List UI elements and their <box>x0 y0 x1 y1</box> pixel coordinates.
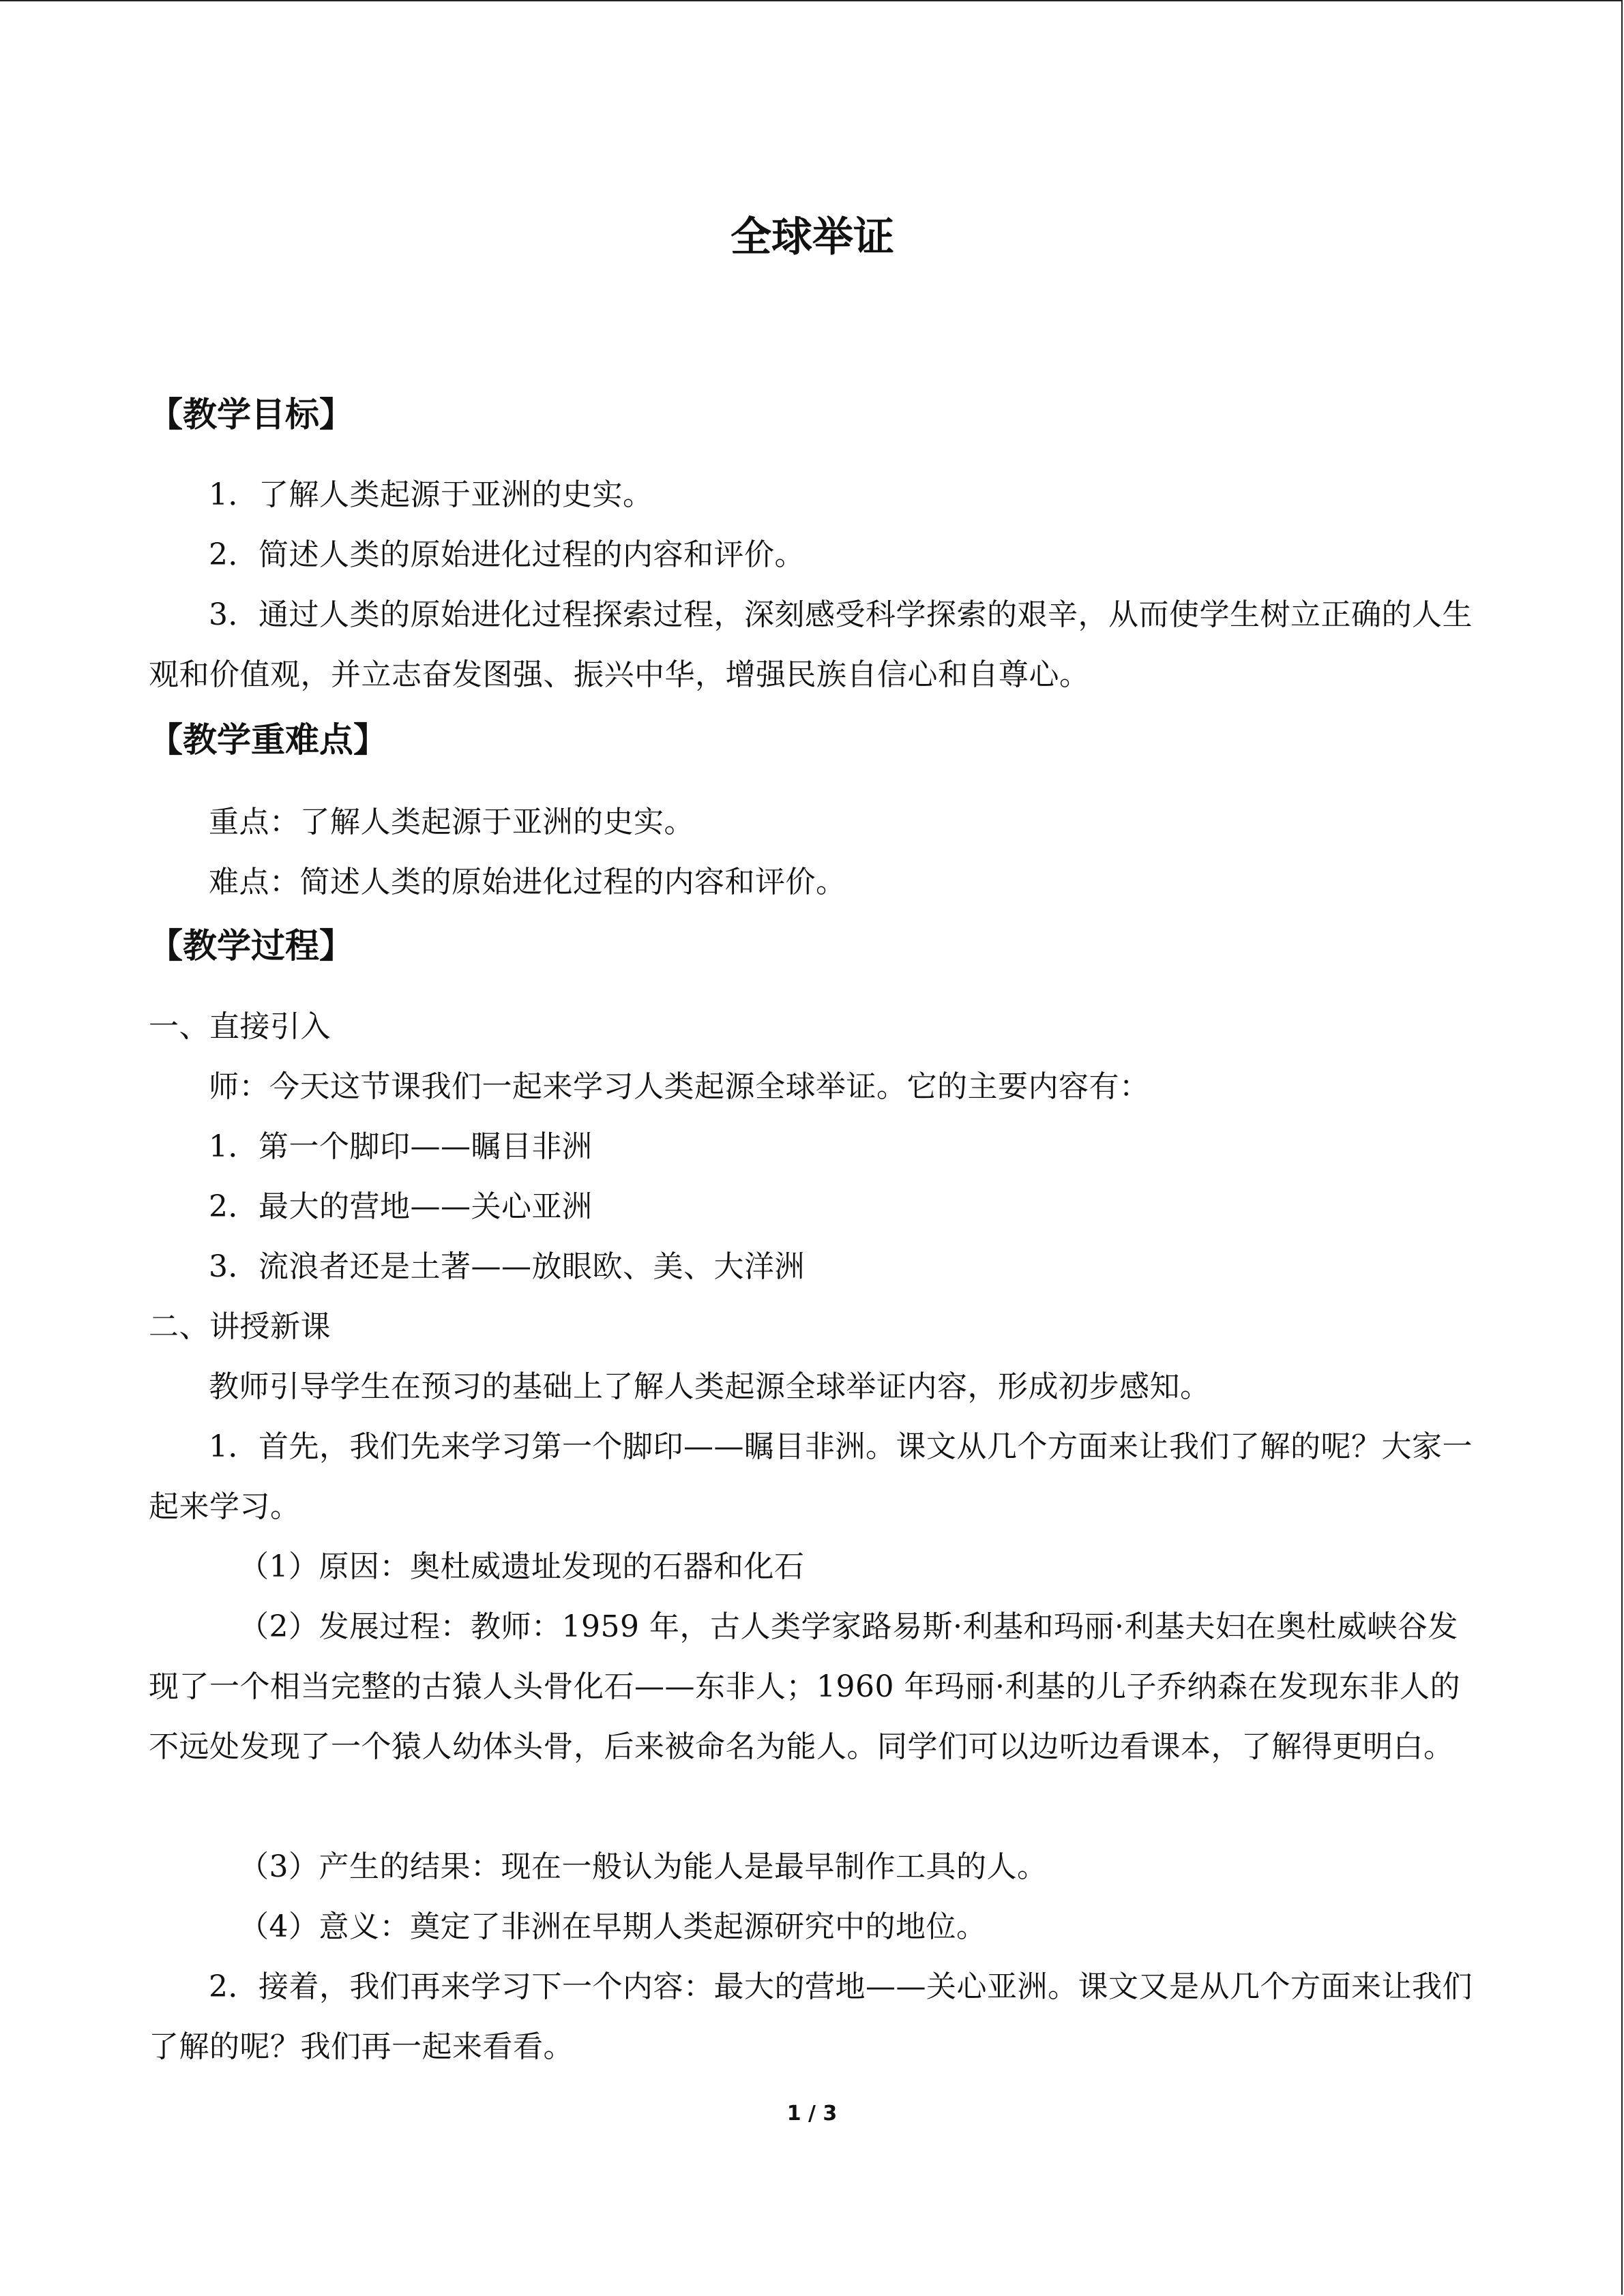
objective-1: 1．了解人类起源于亚洲的史实。 <box>209 477 653 512</box>
difficult-point: 难点：简述人类的原始进化过程的内容和评价。 <box>209 865 846 899</box>
objective-2: 2．简述人类的原始进化过程的内容和评价。 <box>209 537 805 572</box>
part2-line-5: （3）产生的结果：现在一般认为能人是最早制作工具的人。 <box>239 1849 1048 1884</box>
part2-line-4: （2）发展过程：教师：1959 年，古人类学家路易斯·利基和玛丽·利基夫妇在奥杜威峡谷发现了一个相当完整的古猿人头骨化石——东非人；1960 年玛丽·利基的儿子乔纳森在发现东非人的不远处发现了一个猿人幼体头骨，后来被命名为能人。同学们可以边听边看课本，了解得更明白。 <box>149 1609 1460 1764</box>
heading-objectives: 【教学目标】 <box>149 395 353 434</box>
key-point: 重点：了解人类起源于亚洲的史实。 <box>209 805 694 839</box>
part1-line-1: 师：今天这节课我们一起来学习人类起源全球举证。它的主要内容有： <box>209 1069 1150 1104</box>
part2-line-7: 2．接着，我们再来学习下一个内容：最大的营地——关心亚洲。课文又是从几个方面来让我们了解的呢？我们再一起来看看。 <box>149 1969 1473 2064</box>
heading-process: 【教学过程】 <box>149 926 353 966</box>
part2-line-2: 1．首先，我们先来学习第一个脚印——瞩目非洲。课文从几个方面来让我们了解的呢？大家一起来学习。 <box>149 1429 1473 1524</box>
part2-title: 二、讲授新课 <box>149 1309 331 1344</box>
page-title: 全球举证 <box>730 213 894 261</box>
heading-key-points: 【教学重难点】 <box>149 720 387 760</box>
part1-line-2: 1．第一个脚印——瞩目非洲 <box>209 1129 593 1164</box>
part2-line-6: （4）意义：奠定了非洲在早期人类起源研究中的地位。 <box>239 1909 987 1944</box>
part2-line-1: 教师引导学生在预习的基础上了解人类起源全球举证内容，形成初步感知。 <box>209 1369 1211 1404</box>
page-number: 1 / 3 <box>786 2102 838 2126</box>
part2-line-3: （1）原因：奥杜威遗址发现的石器和化石 <box>239 1549 805 1584</box>
part1-line-3: 2．最大的营地——关心亚洲 <box>209 1189 593 1224</box>
part1-title: 一、直接引入 <box>149 1009 331 1044</box>
objective-3: 3．通过人类的原始进化过程探索过程，深刻感受科学探索的艰辛，从而使学生树立正确的人生观和价值观，并立志奋发图强、振兴中华，增强民族自信心和自尊心。 <box>149 597 1473 692</box>
part1-line-4: 3．流浪者还是土著——放眼欧、美、大洋洲 <box>209 1249 805 1284</box>
